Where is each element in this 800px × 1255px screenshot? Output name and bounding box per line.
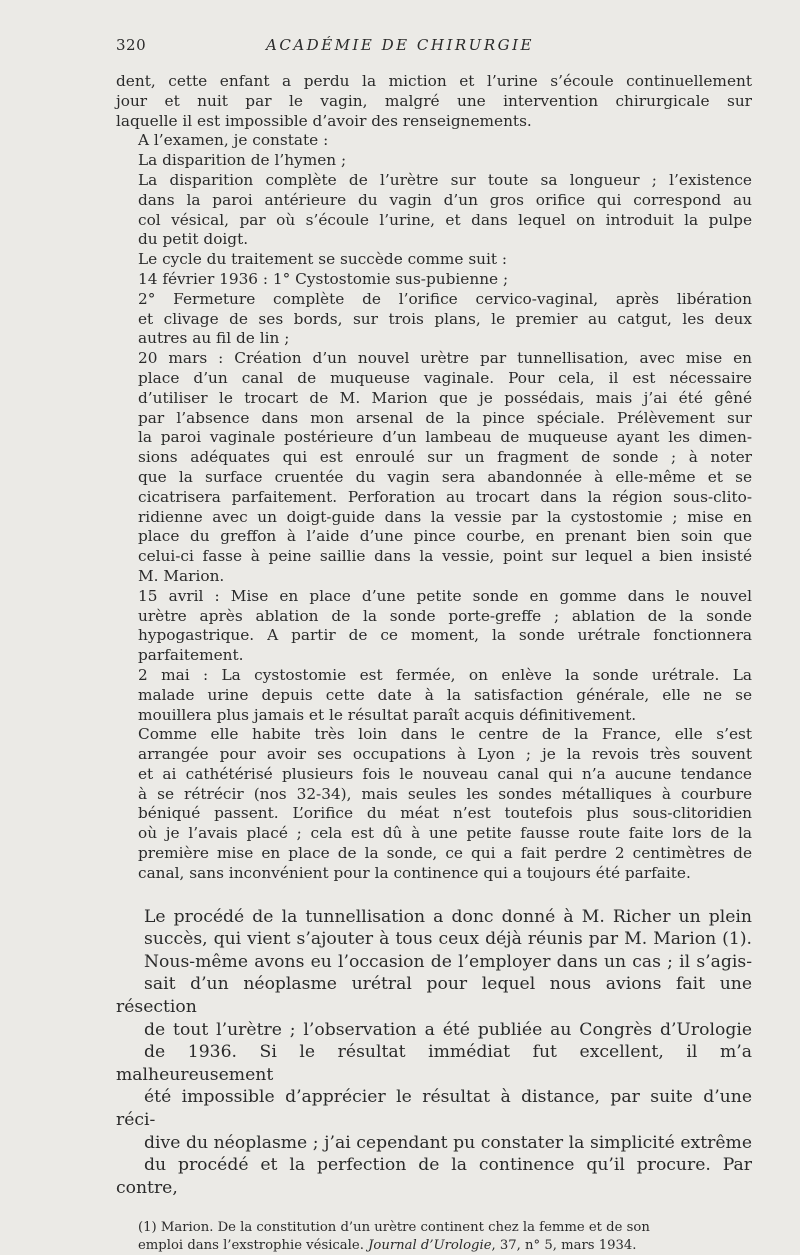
page-body [116, 72, 752, 1255]
text-line: Nous-même avons eu l’occasion de l’employer dans un cas ; il s’agis- [144, 951, 752, 972]
text-line: du petit doigt. [138, 230, 249, 249]
text-line: arrangée pour avoir ses occupations à Lyon ; je la revois très souvent [138, 745, 752, 764]
text-line: La disparition de l’hymen ; [138, 151, 347, 170]
text-line: dans la paroi antérieure du vagin d’un gros orifice qui correspond au [138, 190, 752, 209]
page-number: 320 [116, 36, 147, 54]
text-line: de 1936. Si le résultat immédiat fut excellent, il m’a malheureusement [116, 1042, 752, 1085]
text-line: béniqué passent. L’orifice du méat n’est toutefois plus sous-clitoridien [138, 804, 752, 823]
text-line: mouillera plus jamais et le résultat paraît acquis définitivement. [138, 705, 637, 724]
running-header [0, 30, 800, 54]
footnote-line [116, 1237, 752, 1255]
text-line: M. Marion. [138, 566, 225, 585]
text-line: de tout l’urètre ; l’observation a été publiée au Congrès d’Urologie [144, 1019, 752, 1040]
text-line: sions adéquates qui est enroulé sur un fragment de sonde ; à noter [138, 448, 752, 467]
case-paragraph [116, 250, 752, 270]
text-line: cicatrisera parfaitement. Perforation au trocart dans la région sous-clito- [138, 487, 752, 506]
text-line: par l’absence dans mon arsenal de la pince spéciale. Prélèvement sur [138, 408, 752, 427]
text-line: ridienne avec un doigt-guide dans la vessie par la cystostomie ; mise en [138, 507, 752, 526]
text-line: été impossible d’apprécier le résultat à distance, par suite d’une réci- [116, 1087, 752, 1131]
case-paragraph [116, 290, 752, 349]
text-line: place d’un canal de muqueuse vaginale. Pour cela, il est nécessaire [138, 368, 752, 387]
text-line: que la surface cruentée du vagin sera abandonnée à elle-même et se [138, 467, 752, 486]
case-paragraph [116, 349, 752, 587]
text-line: 2° Fermeture complète de l’orifice cervico-vaginal, après libération [138, 289, 752, 308]
text-line: jour et nuit par le vagin, malgré une intervention chirurgicale sur [116, 91, 752, 110]
text-line: Le procédé de la tunnellisation a donc donné à M. Richer un plein [144, 906, 752, 927]
text-line: urètre après ablation de la sonde porte-greffe ; ablation de la sonde [138, 606, 752, 625]
text-line: à se rétrécir (nos 32-34), mais seules les sondes métalliques à courbure [138, 784, 752, 803]
text-line: hypogastrique. A partir de ce moment, la sonde urétrale fonctionnera [138, 626, 752, 645]
case-paragraph [116, 725, 752, 883]
footnote-text: emploi dans l’exstrophie vésicale. [138, 1238, 369, 1254]
text-line: col vésical, par où s’écoule l’urine, et dans lequel on introduit la pulpe [138, 210, 752, 229]
text-line: malade urine depuis cette date à la satisfaction générale, elle ne se [138, 685, 752, 704]
case-paragraph [116, 131, 752, 151]
text-line: et ai cathétérisé plusieurs fois le nouveau canal qui n’a aucune tendance [138, 764, 752, 783]
discussion [116, 906, 752, 1200]
text-line: dive du néoplasme ; j’ai cependant pu constater la simplicité extrême [144, 1132, 752, 1153]
text-line: laquelle il est impossible d’avoir des renseignements. [116, 111, 532, 130]
case-paragraph [116, 151, 752, 171]
text-line: 2 mai : La cystostomie est fermée, on enlève la sonde urétrale. La [138, 665, 752, 684]
case-paragraph [116, 666, 752, 725]
discussion-paragraph [116, 906, 752, 1200]
text-line: place du greffon à l’aide d’une pince courbe, en prenant bien soin que [138, 527, 752, 546]
case-report [116, 72, 752, 884]
footnote-text: , 37, n° 5, mars 1934. [491, 1238, 637, 1254]
case-paragraph [116, 171, 752, 250]
text-line: sait d’un néoplasme urétral pour lequel nous avions fait une résection [116, 974, 752, 1018]
text-line: parfaitement. [138, 646, 244, 665]
case-paragraph [116, 587, 752, 666]
text-line: 15 avril : Mise en place d’une petite sonde en gomme dans le nouvel [138, 586, 752, 605]
text-line: celui-ci fasse à peine saillie dans la vessie, point sur lequel a bien insisté [138, 547, 752, 566]
text-line: Comme elle habite très loin dans le centre de la France, elle s’est [138, 725, 752, 744]
text-line: dent, cette enfant a perdu la miction et l’urine s’écoule continuellement [116, 72, 752, 90]
footnote [116, 1219, 752, 1255]
text-line: 14 février 1936 : 1° Cystostomie sus-pubienne ; [138, 269, 509, 288]
text-line: 20 mars : Création d’un nouvel urètre par tunnellisation, avec mise en [138, 349, 752, 368]
text-line: La disparition complète de l’urètre sur toute sa longueur ; l’existence [138, 170, 752, 189]
footnote-paragraph [116, 1219, 752, 1255]
text-line: autres au fil de lin ; [138, 329, 290, 348]
case-paragraph [116, 72, 752, 131]
journal-title: Journal d’Urologie [368, 1238, 492, 1254]
text-line: canal, sans inconvénient pour la continence qui a toujours été parfaite. [138, 863, 691, 882]
text-line: la paroi vaginale postérieure d’un lambeau de muqueuse ayant les dimen- [138, 428, 752, 447]
text-line: A l’examen, je constate : [138, 131, 329, 150]
text-line: première mise en place de la sonde, ce qui a fait perdre 2 centimètres de [138, 844, 752, 863]
text-line: où je l’avais placé ; cela est dû à une petite fausse route faite lors de la [138, 824, 752, 843]
case-paragraph [116, 270, 752, 290]
text-line: succès, qui vient s’ajouter à tous ceux déjà réunis par M. Marion (1). [144, 929, 752, 950]
text-line: du procédé et la perfection de la continence qu’il procure. Par contre, [116, 1155, 752, 1198]
text-line: Le cycle du traitement se succède comme suit : [138, 250, 508, 269]
text-line: et clivage de ses bords, sur trois plans, le premier au catgut, les deux [138, 309, 752, 328]
footnote-line: (1) Marion. De la constitution d’un urètre continent chez la femme et de son [138, 1220, 650, 1236]
text-line: d’utiliser le trocart de M. Marion que je possédais, mais j’ai été gêné [138, 388, 752, 407]
running-title: ACADÉMIE DE CHIRURGIE [266, 36, 534, 54]
